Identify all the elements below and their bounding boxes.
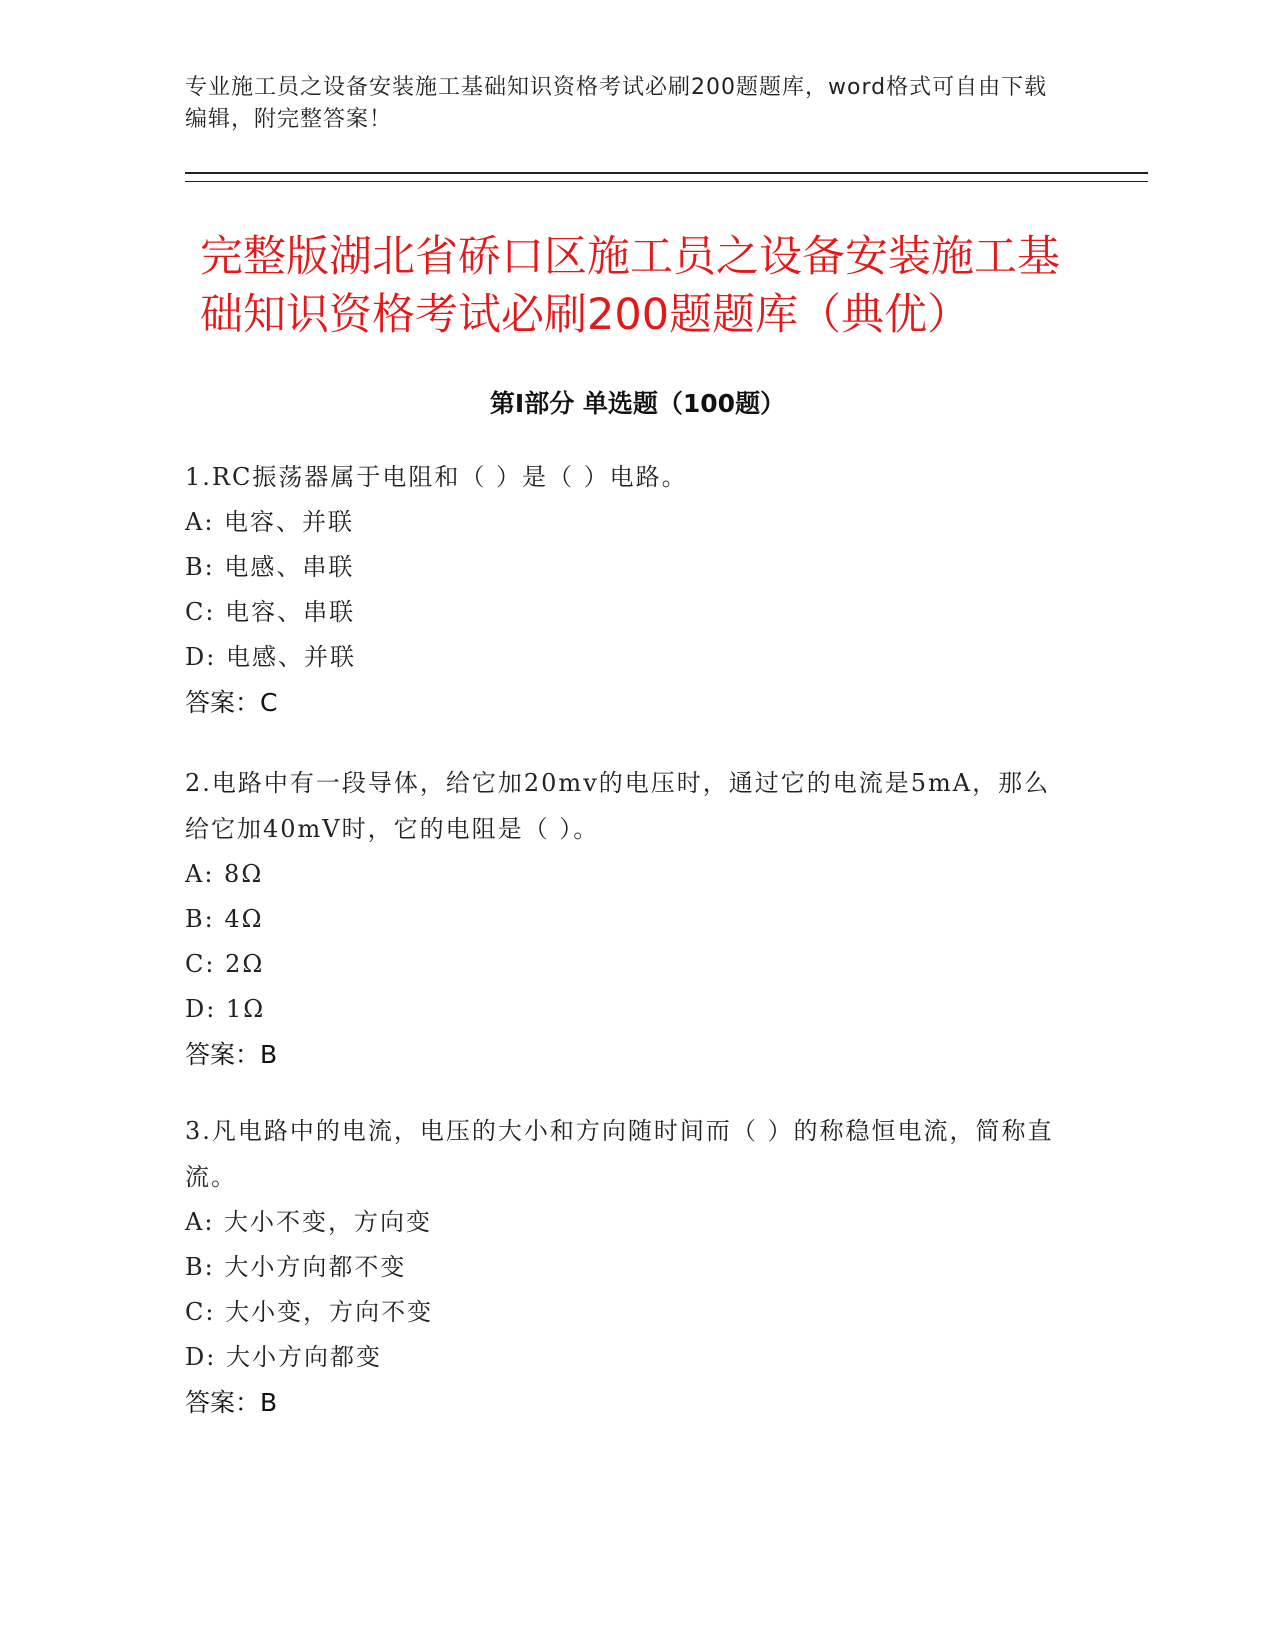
section-heading: 第I部分 单选题（100题） (489, 389, 786, 418)
answer: 答案：B (185, 1040, 278, 1069)
question-text: 3.凡电路中的电流，电压的大小和方向随时间而（ ）的称稳恒电流，简称直流。 (185, 1117, 1054, 1191)
option-b: B: 电感、串联 (185, 553, 355, 581)
header-divider-thin (185, 181, 1148, 182)
question-2 (185, 760, 1065, 1078)
option-c: C: 大小变，方向不变 (185, 1298, 434, 1326)
question-text: 1.RC振荡器属于电阻和（ ）是（ ）电路。 (185, 463, 688, 491)
option-c: C: 2Ω (185, 950, 265, 978)
question-text: 2.电路中有一段导体，给它加20mv的电压时，通过它的电流是5mA，那么给它加40mV时，它的电阻是（ ）。 (185, 769, 1051, 843)
option-d: D: 电感、并联 (185, 643, 356, 671)
question-3 (185, 1108, 1065, 1426)
option-a: A: 电容、并联 (185, 508, 355, 536)
option-a: A: 大小不变，方向变 (185, 1208, 433, 1236)
option-d: D: 大小方向都变 (185, 1343, 382, 1371)
answer: 答案：B (185, 1388, 278, 1417)
document-title: 完整版湖北省硚口区施工员之设备安装施工基础知识资格考试必刷200题题库（典优） (200, 232, 1060, 340)
answer: 答案：C (185, 688, 278, 717)
header-divider-thick (185, 172, 1148, 174)
question-1 (185, 454, 1065, 726)
option-d: D: 1Ω (185, 995, 266, 1023)
option-b: B: 4Ω (185, 905, 264, 933)
header-note: 专业施工员之设备安装施工基础知识资格考试必刷200题题库，word格式可自由下载编辑，附完整答案！ (185, 75, 1048, 132)
option-b: B: 大小方向都不变 (185, 1253, 407, 1281)
option-a: A: 8Ω (185, 860, 264, 888)
option-c: C: 电容、串联 (185, 598, 356, 626)
